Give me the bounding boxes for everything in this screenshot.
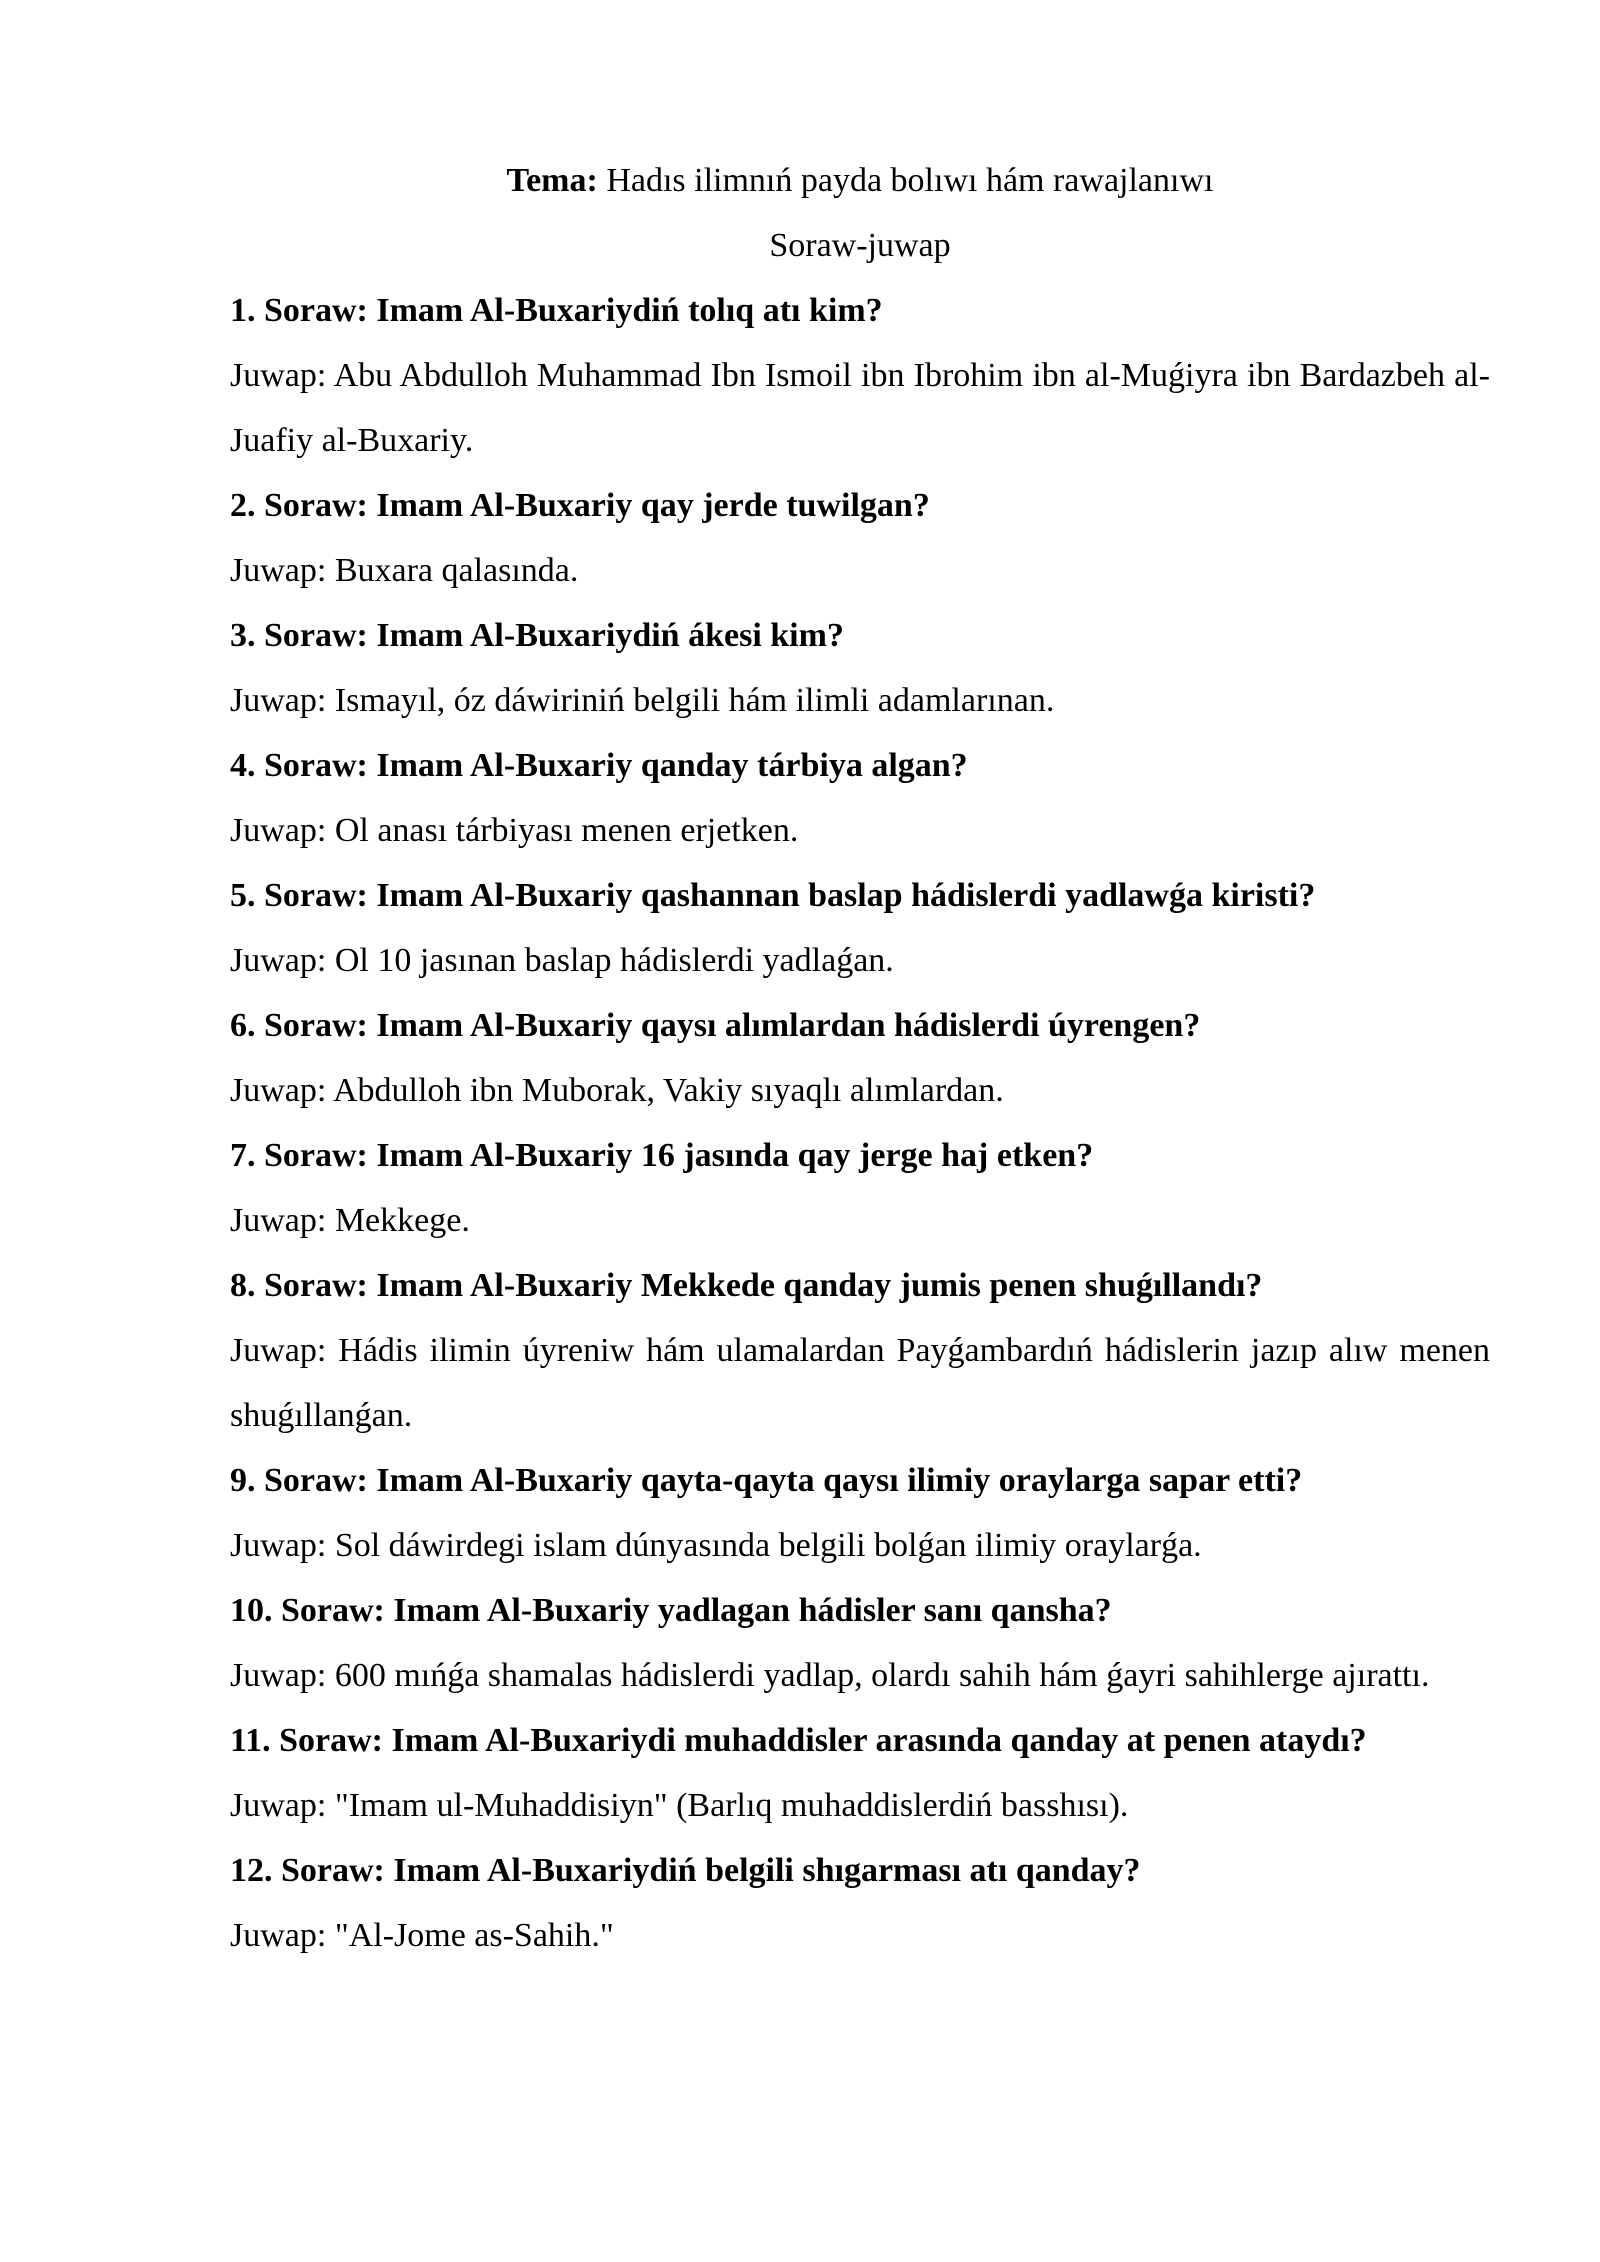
answer-12: Juwap: "Al-Jome as-Sahih." — [230, 1917, 614, 1954]
answer-2: Juwap: Buxara qalasında. — [230, 552, 579, 589]
answer-4: Juwap: Ol anası tárbiyası menen erjetken. — [230, 812, 799, 849]
question-5: 5. Soraw: Imam Al-Buxariy qashannan baslap hádislerdi yadlawǵa kiristi? — [230, 877, 1316, 914]
question-7: 7. Soraw: Imam Al-Buxariy 16 jasında qay jerge haj etken? — [230, 1137, 1094, 1174]
qa-list — [230, 278, 1490, 1968]
question-11: 11. Soraw: Imam Al-Buxariydi muhaddisler arasında qanday at penen ataydı? — [230, 1722, 1367, 1759]
question-1: 1. Soraw: Imam Al-Buxariydiń tolıq atı kim? — [230, 292, 883, 329]
answer-3: Juwap: Ismayıl, óz dáwiriniń belgili hám ilimli adamlarınan. — [230, 682, 1055, 719]
topic-text: Hadıs ilimnıń payda bolıwı hám rawajlanıwı — [597, 162, 1214, 199]
question-6: 6. Soraw: Imam Al-Buxariy qaysı alımlardan hádislerdi úyrengen? — [230, 1007, 1201, 1044]
answer-6: Juwap: Abdulloh ibn Muborak, Vakiy sıyaqlı alımlardan. — [230, 1072, 1004, 1109]
answer-9: Juwap: Sol dáwirdegi islam dúnyasında belgili bolǵan ilimiy oraylarǵa. — [230, 1527, 1202, 1564]
answer-11: Juwap: "Imam ul-Muhaddisiyn" (Barlıq muhaddislerdiń basshısı). — [230, 1787, 1129, 1824]
answer-10: Juwap: 600 mıńǵa shamalas hádislerdi yadlap, olardı sahih hám ǵayri sahihlerge ajırattı. — [230, 1657, 1430, 1694]
document-page — [230, 148, 1490, 1968]
topic-label: Tema: — [506, 162, 598, 199]
answer-1: Juwap: Abu Abdulloh Muhammad Ibn Ismoil ibn Ibrohim ibn al-Muǵiyra ibn Bardazbeh al-Juafiy al-Buxariy. — [230, 357, 1490, 459]
question-4: 4. Soraw: Imam Al-Buxariy qanday tárbiya algan? — [230, 747, 968, 784]
question-3: 3. Soraw: Imam Al-Buxariydiń ákesi kim? — [230, 617, 844, 654]
question-9: 9. Soraw: Imam Al-Buxariy qayta-qayta qaysı ilimiy oraylarga sapar etti? — [230, 1462, 1303, 1499]
question-8: 8. Soraw: Imam Al-Buxariy Mekkede qanday jumis penen shuǵıllandı? — [230, 1267, 1263, 1304]
document-title — [230, 148, 1490, 213]
question-10: 10. Soraw: Imam Al-Buxariy yadlagan hádisler sanı qansha? — [230, 1592, 1112, 1629]
answer-5: Juwap: Ol 10 jasınan baslap hádislerdi yadlaǵan. — [230, 942, 894, 979]
document-subtitle: Soraw-juwap — [769, 227, 951, 264]
question-12: 12. Soraw: Imam Al-Buxariydiń belgili shıgarması atı qanday? — [230, 1852, 1141, 1889]
answer-7: Juwap: Mekkege. — [230, 1202, 470, 1239]
question-2: 2. Soraw: Imam Al-Buxariy qay jerde tuwilgan? — [230, 487, 930, 524]
answer-8: Juwap: Hádis ilimin úyreniw hám ulamalardan Payǵambardıń hádislerin jazıp alıw menen shuǵıllanǵan. — [230, 1332, 1490, 1434]
